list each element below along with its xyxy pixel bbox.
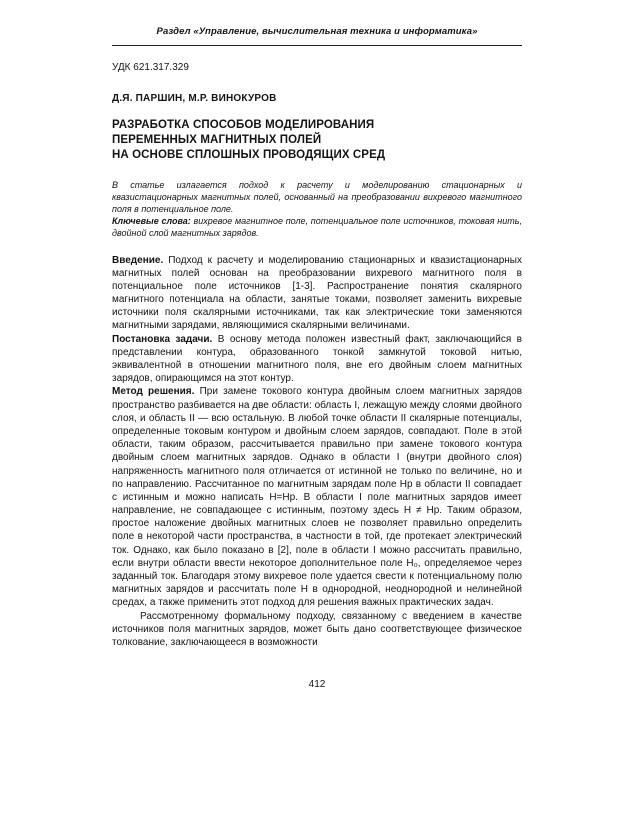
paragraph-solution-method <box>112 385 522 609</box>
paragraph-introduction <box>112 254 522 333</box>
paper-title-line-3: НА ОСНОВЕ СПЛОШНЫХ ПРОВОДЯЩИХ СРЕД <box>112 148 386 161</box>
paragraph-solution-method-lead: Метод решения. <box>112 386 195 398</box>
authors-line: Д.Я. ПАРШИН, М.Р. ВИНОКУРОВ <box>112 93 277 104</box>
paper-page <box>112 0 522 690</box>
header-divider <box>112 45 522 46</box>
paragraph-problem-statement-text: В основу метода положен известный факт, заключающийся в представлении контура, образованного тонкой замкнутой токовой нитью, эквивалентной в отношении магнитного поля, вне его двойным слоем магнитных зарядов, опирающимся на этот контур. <box>112 333 522 385</box>
abstract-text: В статье излагается подход к расчету и моделированию стационарных и квазистационарных магнитных полей, основанный на преобразовании вихревого магнитного поля в потенциальное поле. <box>112 179 522 215</box>
article-body <box>112 254 522 650</box>
paragraph-closing <box>112 610 522 650</box>
page-number: 412 <box>308 679 326 691</box>
paragraph-introduction-lead: Введение. <box>112 254 164 266</box>
paragraph-introduction-text: Подход к расчету и моделированию стационарных и квазистационарных магнитных полей основан на преобразовании вихревого магнитного поля в потенциальное поле источников [1-3]. Распространение понятия скалярного магнитного потенциала на области, занятые токами, позволяет заменить вихревые источники поля скалярными источниками, так как электрические токи заменяются магнитными зарядами, являющимися скалярными величинами. <box>112 254 522 332</box>
paper-title <box>112 118 522 163</box>
paragraph-closing-text: Рассмотренному формальному подходу, связанному с введением в качестве источников поля магнитных зарядов, может быть дано соответствующее физическое толкование, заключающееся в возможности <box>112 610 522 648</box>
paper-title-line-2: ПЕРЕМЕННЫХ МАГНИТНЫХ ПОЛЕЙ <box>112 133 322 146</box>
paragraph-solution-method-text: При замене токового контура двойным слоем магнитных зарядов пространство разбивается на две области: область I, лежащую между слоями двойного слоя, и область II — всю остальную. В любой точке области II скалярные потенциалы, определенные токовым контуром и двойным слоем зарядов, совпадают. Поле в этой области, таким образом, рассчитывается правильно при замене токового контура двойным слоем магнитных зарядов. Однако в области I (внутри двойного слоя) напряженность магнитного поля отличается от истинной не только по величине, но и по направлению. Рассчитанное по магнитным зарядам поле Hр в области II совпадает с истинным и можно написать H=Hр. В области I поле магнитных зарядов имеет направление, не совпадающее с истинным, поэтому здесь H ≠ Hр. Таким образом, простое наложение двойных магнитных слоев не позволяет правильно определить поле в некоторой части пространства, в частности в той, где протекает электрический ток. Однако, как было показано в [2], поле в области I можно рассчитать правильно, если внутри области ввести некоторое дополнительное поле H₀, определяемое через заданный ток. Благодаря этому вихревое поле удается свести к потенциальному полю магнитных зарядов и рассчитать поле H в однородной, неоднородной и нелинейной средах, а также применить этот подход для решения важных практических задач. <box>112 386 523 609</box>
keywords-block <box>112 215 522 239</box>
paragraph-problem-statement <box>112 333 522 386</box>
udc-code: УДК 621.317.329 <box>112 62 189 73</box>
keywords-label: Ключевые слова: <box>112 216 191 227</box>
keywords-text: вихревое магнитное поле, потенциальное поле источников, токовая нить, двойной слой магнитных зарядов. <box>112 216 522 239</box>
paper-title-line-1: РАЗРАБОТКА СПОСОБОВ МОДЕЛИРОВАНИЯ <box>112 119 375 131</box>
paragraph-problem-statement-lead: Постановка задачи. <box>112 333 213 345</box>
journal-section-header: Раздел «Управление, вычислительная техника и информатика» <box>156 26 478 37</box>
